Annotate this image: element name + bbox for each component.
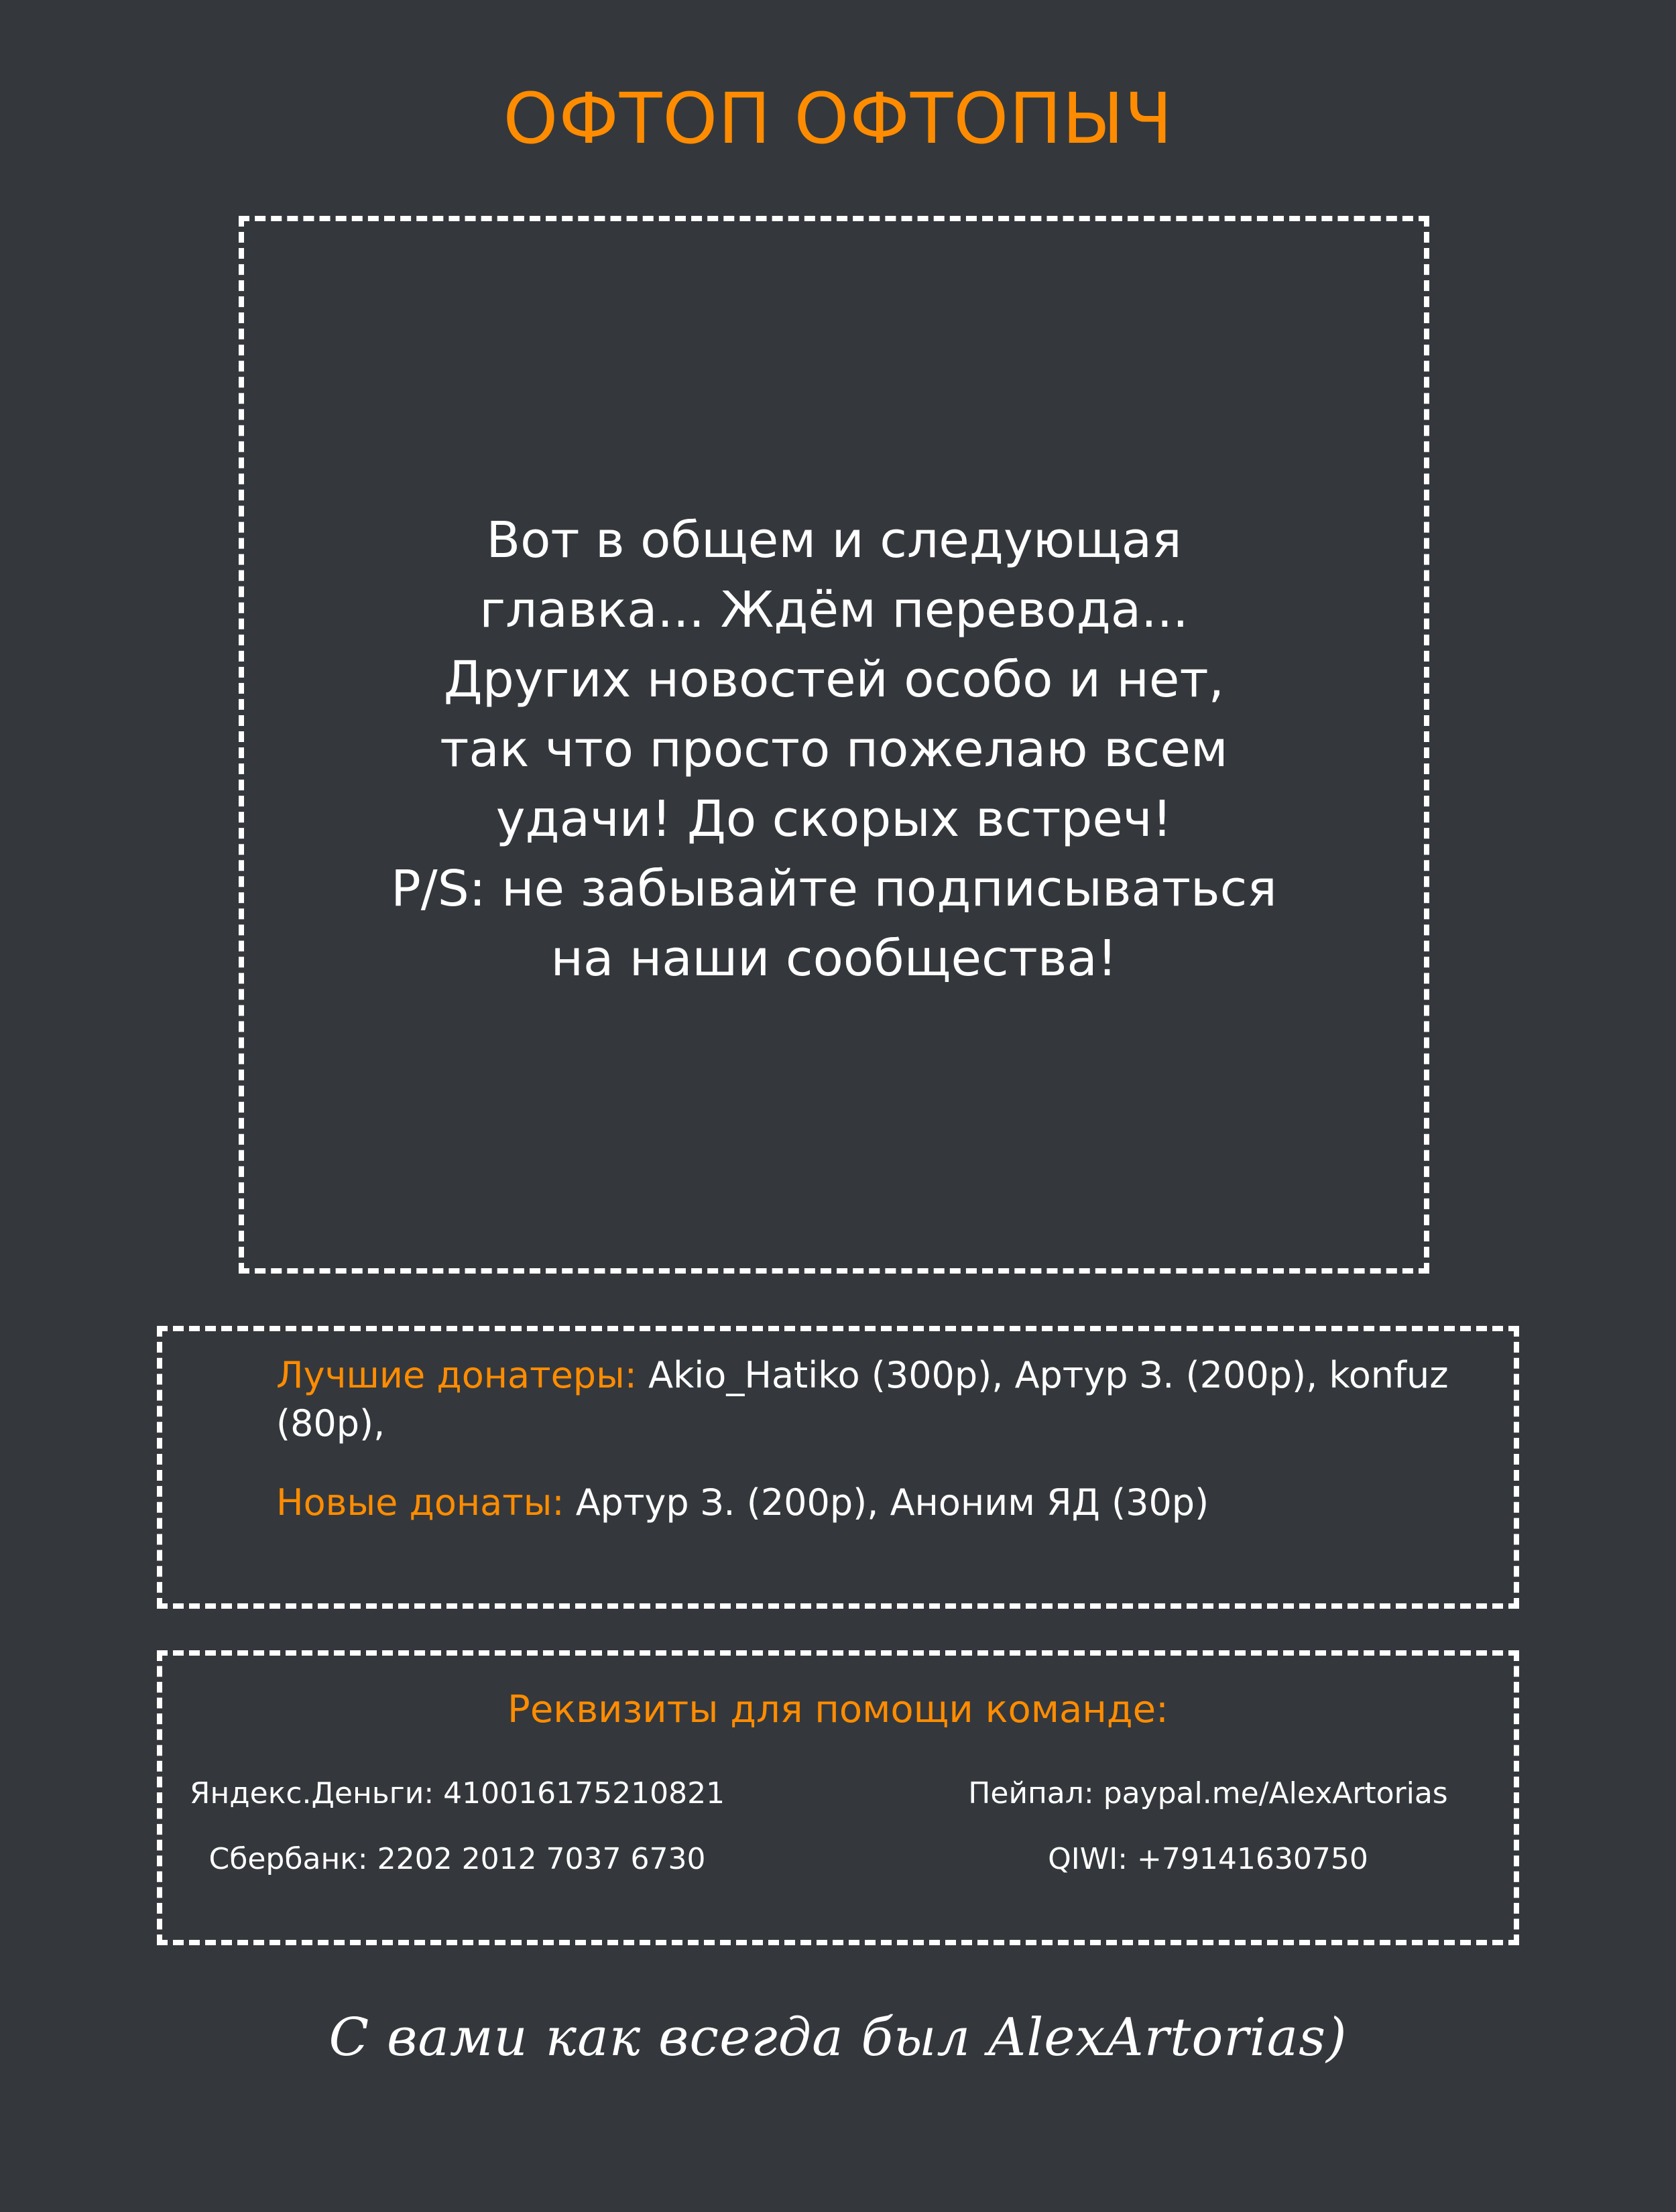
news-line: удачи! До скорых встреч! (495, 790, 1173, 848)
donors-box (157, 1326, 1519, 1609)
requisites-box (157, 1650, 1519, 1945)
new-donations-list: Артур З. (200р), Аноним ЯД (30р) (575, 1481, 1209, 1524)
yandex-money-requisite: Яндекс.Деньги: 410016175210821 (189, 1776, 725, 1810)
requisites-title: Реквизиты для помощи команде: (507, 1688, 1169, 1731)
sberbank-requisite: Сбербанк: 2202 2012 7037 6730 (208, 1842, 706, 1876)
new-donations-label: Новые донаты: (276, 1481, 564, 1524)
top-donors (276, 1351, 1456, 1448)
new-donations (276, 1479, 1456, 1527)
news-line: главка... Ждём перевода... (479, 581, 1189, 639)
news-line: P/S: не забывайте подписываться (391, 860, 1277, 918)
page-title: ОФТОП ОФТОПЫЧ (503, 78, 1173, 160)
news-line: Других новостей особо и нет, (443, 651, 1225, 709)
signature: С вами как всегда был AlexArtorias) (328, 2008, 1348, 2068)
paypal-requisite: Пейпал: paypal.me/AlexArtorias (968, 1776, 1448, 1810)
news-box (239, 216, 1429, 1274)
news-text (244, 505, 1424, 993)
qiwi-requisite: QIWI: +79141630750 (1048, 1842, 1368, 1876)
news-line: на наши сообщества! (550, 930, 1118, 987)
news-line: так что просто пожелаю всем (440, 721, 1228, 778)
top-donors-list: Akio_Hatiko (300р), Артур З. (200р), konfuz (80р), (276, 1354, 1449, 1445)
top-donors-label: Лучшие донатеры: (276, 1354, 637, 1396)
news-line: Вот в общем и следующая (486, 511, 1182, 569)
